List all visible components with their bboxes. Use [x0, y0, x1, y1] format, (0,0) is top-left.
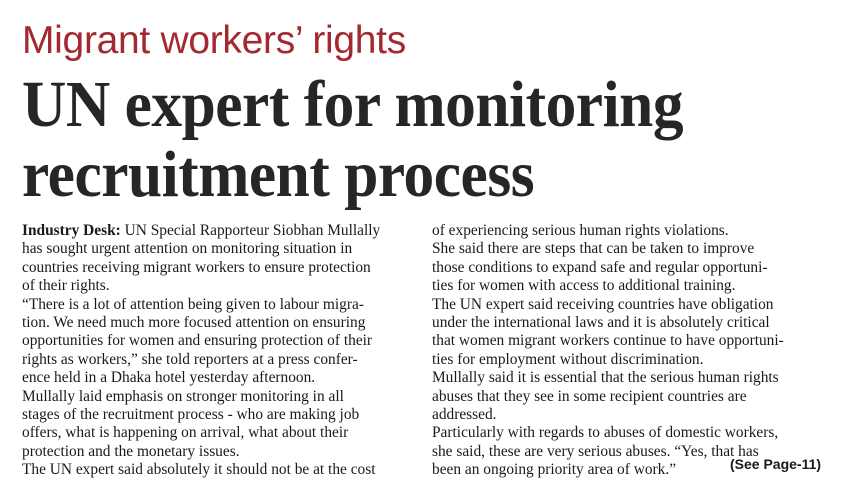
article-line: ence held in a Dhaka hotel yesterday afternoon.: [22, 369, 316, 387]
headline: [22, 70, 683, 210]
article-line: “There is a lot of attention being given to labour migra-: [22, 295, 364, 313]
article-line: The UN expert said receiving countries have obligation: [432, 295, 774, 313]
article-line: of their rights.: [22, 277, 110, 295]
article-line: Mullally laid emphasis on stronger monitoring in all: [22, 387, 344, 405]
article-line: The UN expert said absolutely it should not be at the cost: [22, 461, 376, 479]
article-line: opportunities for women and ensuring protection of their: [22, 332, 373, 350]
headline-line-2: recruitment process: [22, 138, 535, 211]
article-line: that women migrant workers continue to have opportuni-: [432, 332, 784, 350]
article-line: [22, 222, 426, 240]
article-line-text: UN Special Rapporteur Siobhan Mullally: [120, 222, 381, 239]
article-line: stages of the recruitment process - who are making job: [22, 406, 360, 424]
article-line: offers, what is happening on arrival, what about their: [22, 424, 349, 442]
byline: Industry Desk:: [22, 222, 121, 239]
article-line: been an ongoing priority area of work.”: [432, 461, 677, 479]
headline-line-1: UN expert for monitoring: [22, 68, 684, 141]
article-line: under the international laws and it is absolutely critical: [432, 314, 770, 332]
article-line: rights as workers,” she told reporters at a press confer-: [22, 350, 358, 368]
article-line: addressed.: [432, 406, 497, 424]
article-line: She said there are steps that can be taken to improve: [432, 240, 755, 258]
article-line: abuses that they see in some recipient countries are: [432, 387, 747, 405]
section-kicker: Migrant workers’ rights: [22, 19, 406, 62]
article-line: protection and the monetary issues.: [22, 442, 240, 460]
article-line: ties for employment without discrimination.: [432, 350, 704, 368]
article-line: those conditions to expand safe and regular opportuni-: [432, 258, 768, 276]
article-line: of experiencing serious human rights violations.: [432, 222, 729, 239]
article-line: has sought urgent attention on monitoring situation in: [22, 240, 353, 258]
continuation-note: (See Page-11): [730, 456, 822, 472]
article-column-left: [22, 222, 426, 480]
article-line: Mullally said it is essential that the serious human rights: [432, 369, 779, 387]
article-column-right: [432, 222, 840, 480]
article-line: she said, these are very serious abuses. “Yes, that has: [432, 442, 759, 460]
article-line: ties for women with access to additional training.: [432, 277, 736, 295]
article-line: countries receiving migrant workers to ensure protection: [22, 258, 371, 276]
article-line: tion. We need much more focused attention on ensuring: [22, 314, 366, 332]
article-line: Particularly with regards to abuses of domestic workers,: [432, 424, 779, 442]
